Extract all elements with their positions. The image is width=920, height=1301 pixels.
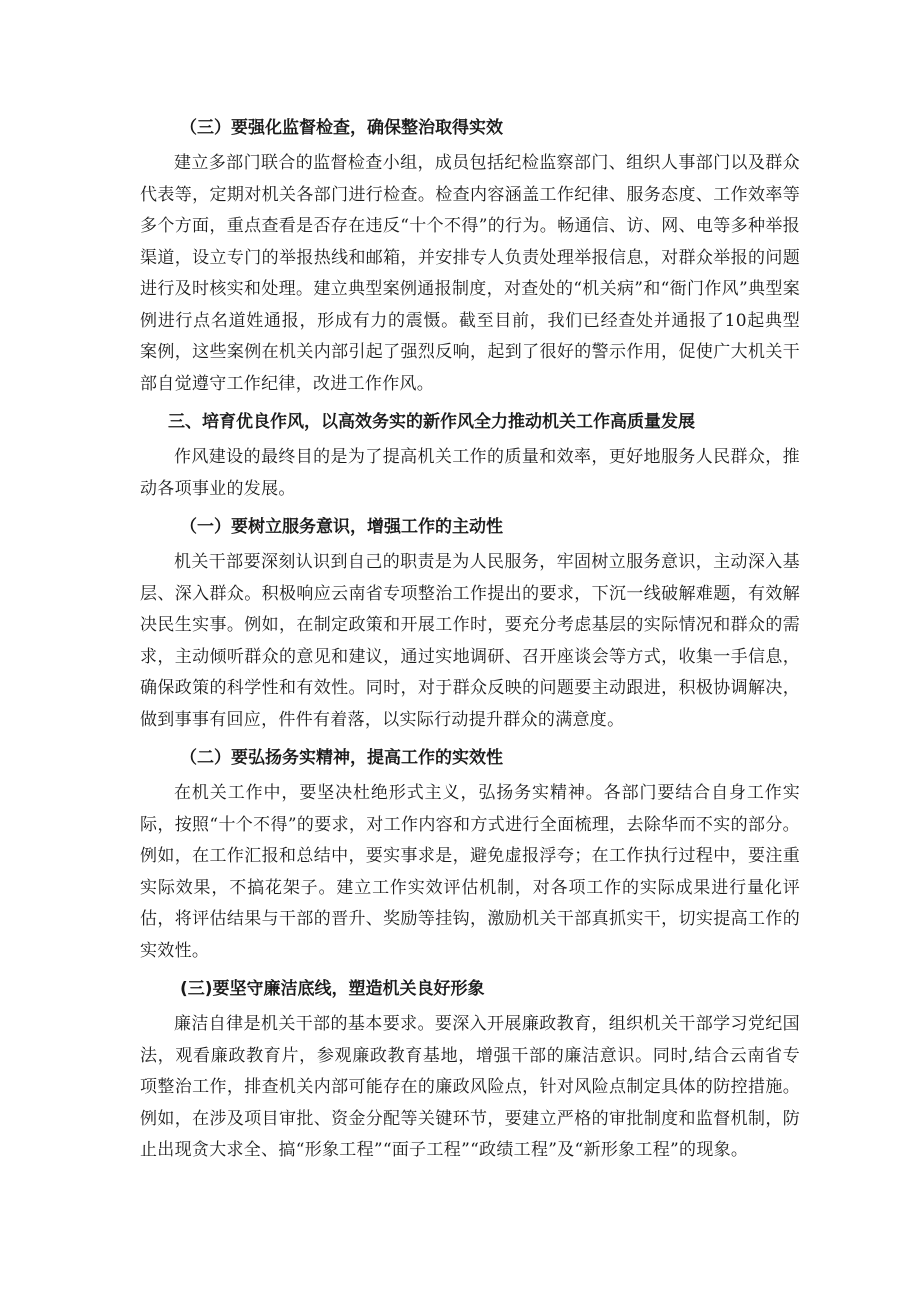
chapter-heading-cultivate-style: 三、培育优良作风，以高效务实的新作风全力推动机关工作高质量发展 [168,412,695,432]
paragraph-service: 机关干部要深刻认识到自己的职责是为人民服务，牢固树立服务意识，主动深入基层、深入群众。积极响应云南省专项整治工作提出的要求，下沉一线破解难题，有效解决民生实事。例如，在制定政策和开展工作时，要充分考虑基层的实际情况和群众的需求，主动倾听群众的意见和建议，通过实地调研、召开座谈会等方式，收集一手信息，确保政策的科学性和有效性。同时，对于群众反映的问题要主动跟进，积极协调解决，做到事事有回应，件件有着落，以实际行动提升群众的满意度。 [140,552,800,730]
paragraph-goal: 作风建设的最终目的是为了提高机关工作的质量和效率，更好地服务人民群众，推动各项事业的发展。 [140,447,800,499]
section-heading-supervision: （三）要强化监督检查，确保整治取得实效 [180,118,503,138]
section-heading-pragmatism: （二）要弘扬务实精神，提高工作的实效性 [180,748,503,768]
section-heading-service: （一）要树立服务意识，增强工作的主动性 [180,517,503,537]
section-heading-integrity: (三)要坚守廉洁底线，塑造机关良好形象 [180,979,485,999]
document-body [140,112,800,1173]
paragraph-supervision: 建立多部门联合的监督检查小组，成员包括纪检监察部门、组织人事部门以及群众代表等，定期对机关各部门进行检查。检查内容涵盖工作纪律、服务态度、工作效率等多个方面，重点查看是否存在违反“十个不得”的行为。畅通信、访、网、电等多种举报渠道，设立专门的举报热线和邮箱，并安排专人负责处理举报信息，对群众举报的问题进行及时核实和处理。建立典型案例通报制度，对查处的“机关病”和“衙门作风”典型案例进行点名道姓通报，形成有力的震慑。截至目前，我们已经查处并通报了10起典型案例，这些案例在机关内部引起了强烈反响，起到了很好的警示作用，促使广大机关干部自觉遵守工作纪律，改进工作作风。 [140,153,800,394]
paragraph-pragmatism: 在机关工作中，要坚决杜绝形式主义，弘扬务实精神。各部门要结合自身工作实际，按照“十个不得”的要求，对工作内容和方式进行全面梳理，去除华而不实的部分。例如，在工作汇报和总结中，要实事求是，避免虚报浮夸；在工作执行过程中，要注重实际效果，不搞花架子。建立工作实效评估机制，对各项工作的实际成果进行量化评估，将评估结果与干部的晋升、奖励等挂钩，激励机关干部真抓实干，切实提高工作的实效性。 [140,783,800,961]
paragraph-integrity: 廉洁自律是机关干部的基本要求。要深入开展廉政教育，组织机关干部学习党纪国法，观看廉政教育片，参观廉政教育基地，增强干部的廉洁意识。同时,结合云南省专项整治工作，排查机关内部可能存在的廉政风险点，针对风险点制定具体的防控措施。例如，在涉及项目审批、资金分配等关键环节，要建立严格的审批制度和监督机制，防止出现贪大求全、搞“形象工程”“面子工程”“政绩工程”及“新形象工程”的现象。 [140,1014,800,1160]
